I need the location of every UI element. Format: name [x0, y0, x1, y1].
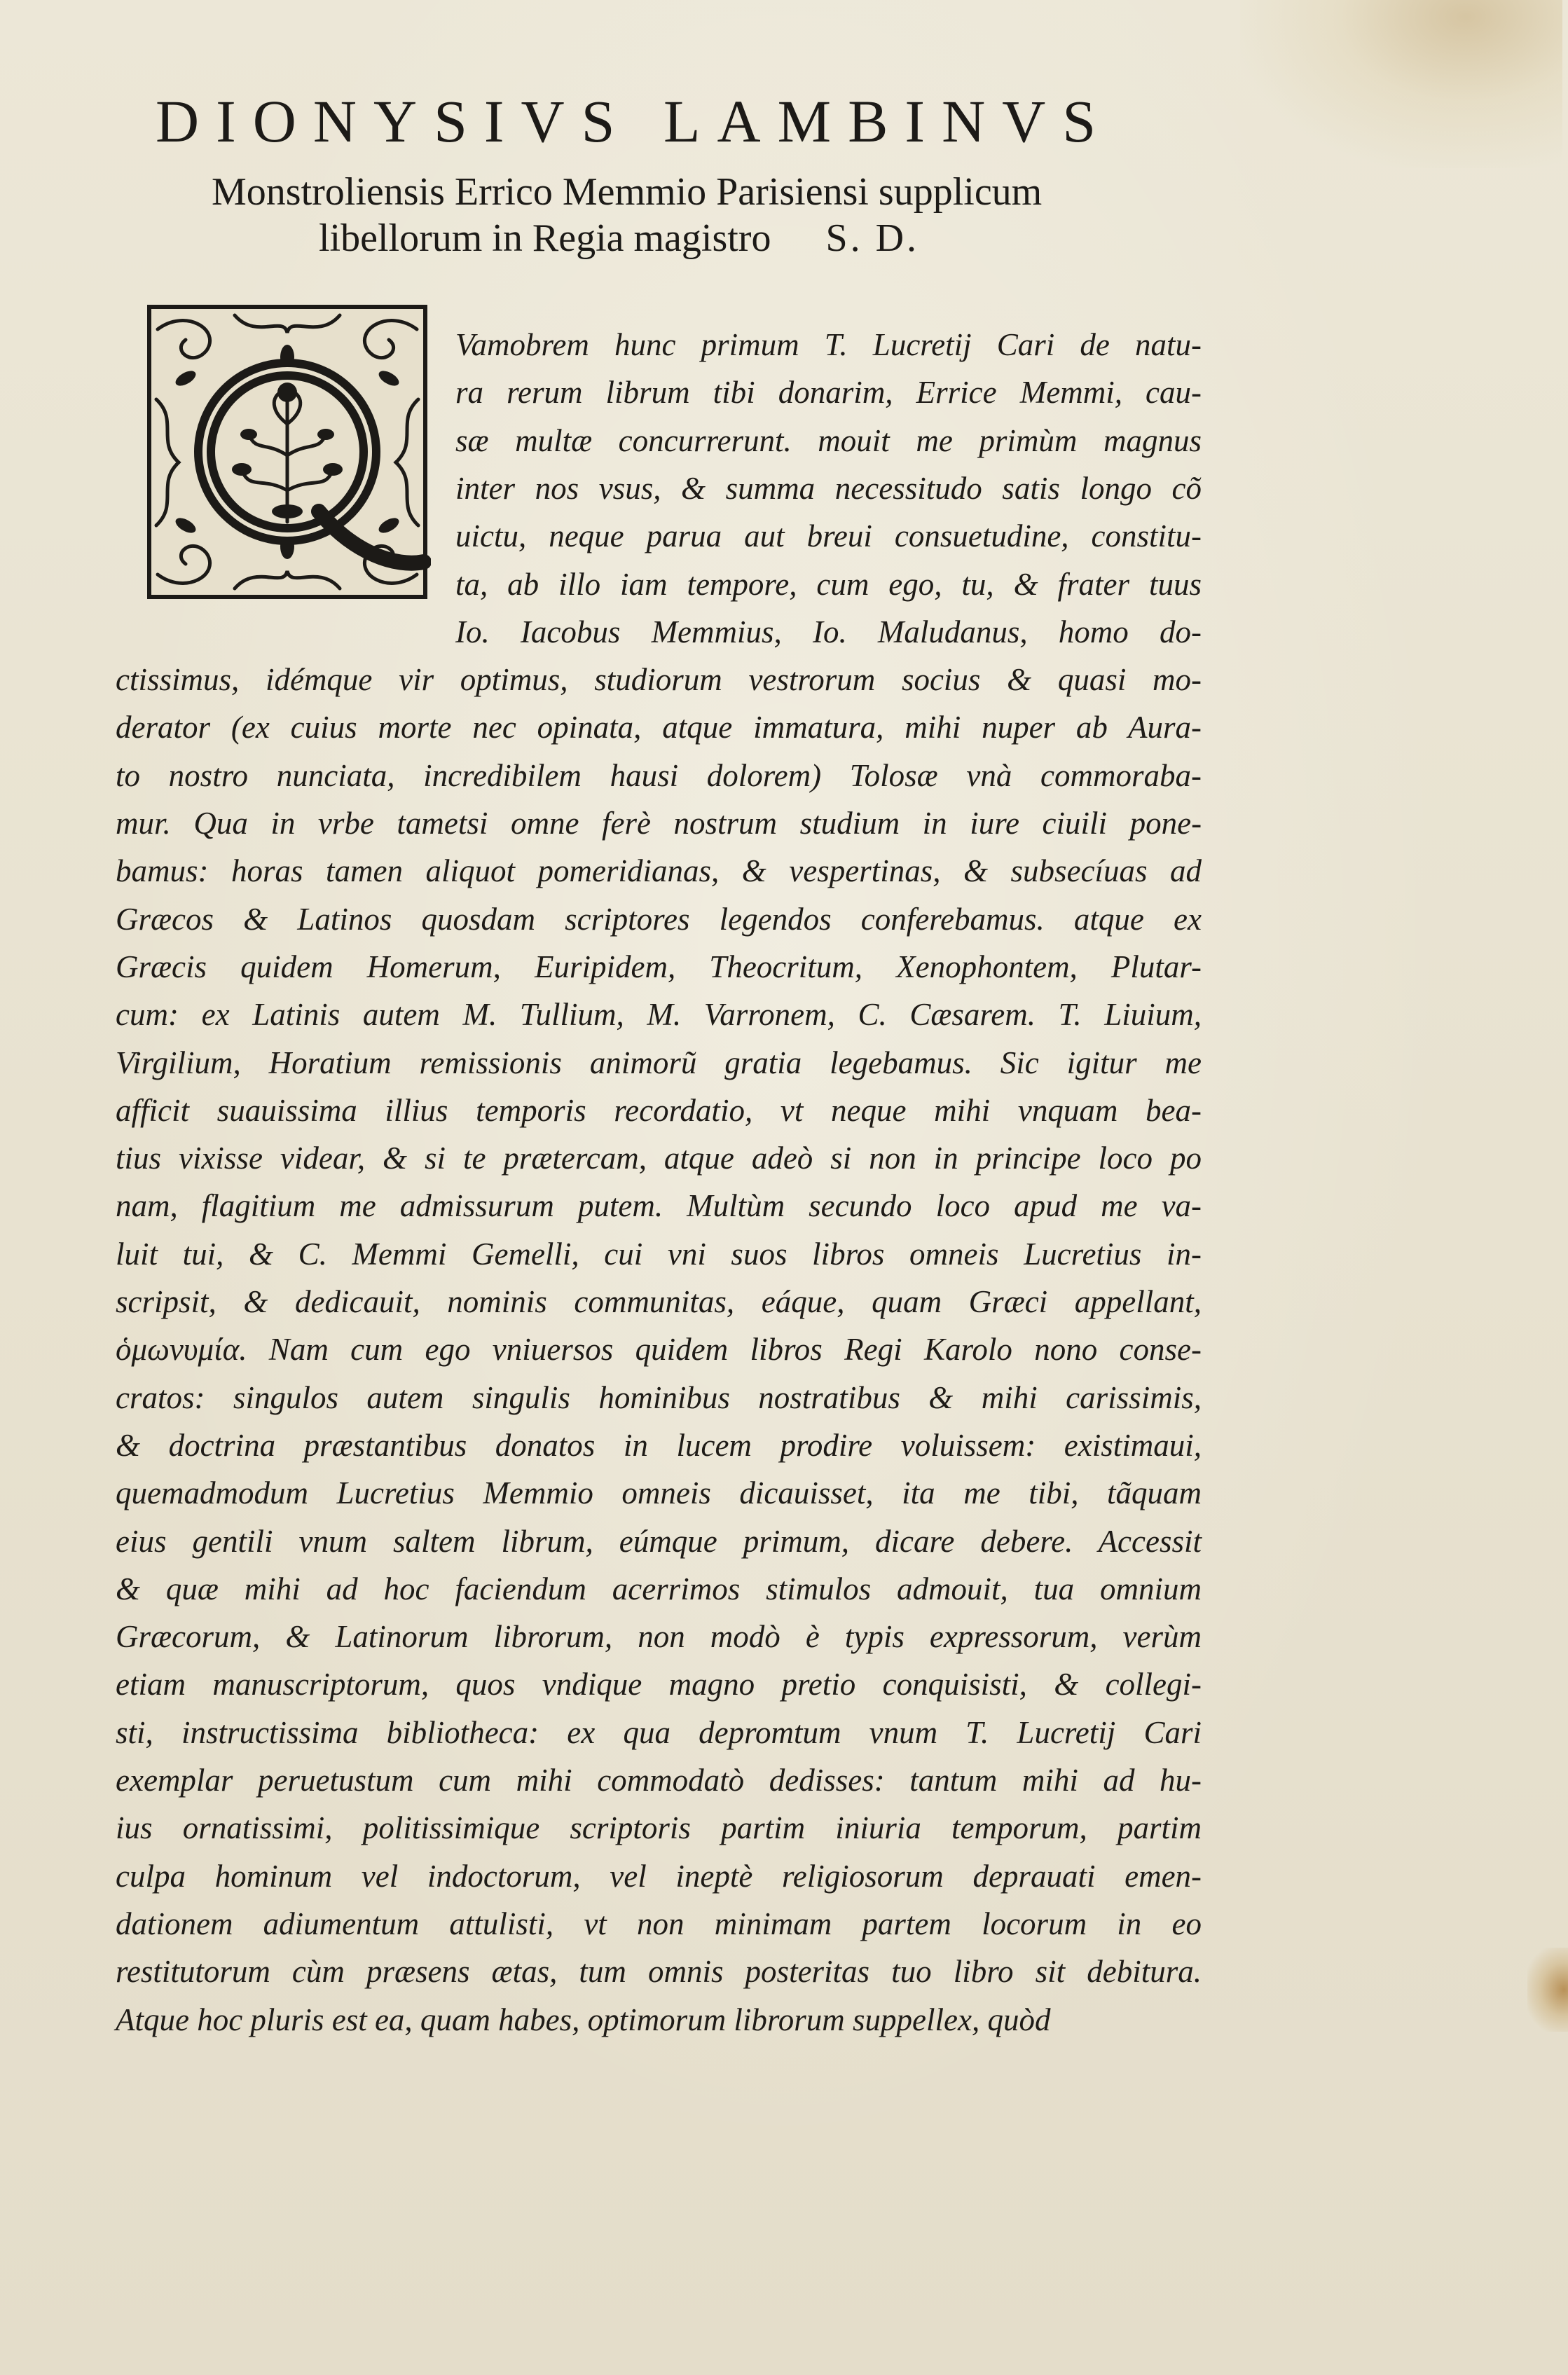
body-line: uictu, neque parua aut breui consuetudine, constitu- — [455, 518, 1202, 554]
body-line: cum: ex Latinis autem M. Tullium, M. Varronem, C. Cæsarem. T. Liuium, — [116, 997, 1202, 1033]
body-line: etiam manuscriptorum, quos vndique magno pretio conquisisti, & collegi- — [116, 1667, 1202, 1702]
body-line: ius ornatissimi, politissimique scriptoris partim iniuria temporum, partim — [116, 1810, 1202, 1846]
ornamental-initial-icon — [144, 301, 431, 603]
body-line: Græcorum, & Latinorum librorum, non modò è typis expressorum, verùm — [116, 1619, 1202, 1655]
body-line: afficit suauissima illius temporis recordatio, vt neque mihi vnquam bea- — [116, 1092, 1202, 1128]
paper-stain-edge — [1527, 1948, 1568, 2032]
body-line: exemplar peruetustum cum mihi commodatò dedisses: tantum mihi ad hu- — [116, 1763, 1202, 1798]
body-line: bamus: horas tamen aliquot pomeridianas, & vespertinas, & subsecíuas ad — [116, 853, 1202, 889]
body-line: sti, instructissima bibliotheca: ex qua depromtum vnum T. Lucretij Cari — [116, 1714, 1202, 1750]
body-line: ra rerum librum tibi donarim, Errice Memmi, cau- — [455, 375, 1202, 411]
body-line: ctissimus, idémque vir optimus, studiorum vestrorum socius & quasi mo- — [116, 662, 1202, 698]
body-line: to nostro nunciata, incredibilem hausi dolorem) Tolosæ vnà commoraba- — [116, 757, 1202, 793]
body-line: Atque hoc pluris est ea, quam habes, optimorum librorum suppellex, quòd — [116, 2002, 1051, 2037]
body-line: inter nos vsus, & summa necessitudo satis longo cõ — [455, 470, 1202, 506]
body-line: culpa hominum vel indoctorum, vel ineptè religiosorum deprauati emen- — [116, 1858, 1202, 1894]
body-line: & quæ mihi ad hoc faciendum acerrimos stimulos admouit, tua omnium — [116, 1571, 1202, 1606]
body-line: nam, flagitium me admissurum putem. Multùm secundo loco apud me va- — [116, 1188, 1202, 1224]
dedication-subtitle-line2 — [319, 216, 920, 260]
dedication-subtitle-line1: Monstroliensis Errico Memmio Parisiensi supplicum — [212, 170, 1043, 214]
body-line: luit tui, & C. Memmi Gemelli, cui vni suos libros omneis Lucretius in- — [116, 1236, 1202, 1272]
body-line: ὁμωνυμία. Nam cum ego vniuersos quidem libros Regi Karolo nono conse- — [116, 1332, 1202, 1368]
body-line: Vamobrem hunc primum T. Lucretij Cari de natu- — [455, 327, 1202, 362]
body-line: Græcis quidem Homerum, Euripidem, Theocritum, Xenophontem, Plutar- — [116, 949, 1202, 984]
body-line: mur. Qua in vrbe tametsi omne ferè nostrum studium in iure ciuili pone- — [116, 806, 1202, 841]
body-line: Io. Iacobus Memmius, Io. Maludanus, homo do- — [455, 614, 1202, 649]
subtitle-text: libellorum in Regia magistro — [319, 216, 771, 260]
body-line: dationem adiumentum attulisti, vt non minimam partem locorum in eo — [116, 1906, 1202, 1941]
body-line: Græcos & Latinos quosdam scriptores legendos conferebamus. atque ex — [116, 901, 1202, 937]
salutation: S. D. — [825, 216, 920, 260]
body-line: Virgilium, Horatium remissionis animorũ gratia legebamus. Sic igitur me — [116, 1045, 1202, 1080]
body-line: & doctrina præstantibus donatos in lucem prodire voluissem: existimaui, — [116, 1427, 1202, 1463]
body-line: eius gentili vnum saltem librum, eúmque primum, dicare debere. Accessit — [116, 1523, 1202, 1559]
body-line: scripsit, & dedicauit, nominis communitas, eáque, quam Græci appellant, — [116, 1284, 1202, 1319]
body-line: quemadmodum Lucretius Memmio omneis dicauisset, ita me tibi, tãquam — [116, 1475, 1202, 1511]
paper-stain-top — [1240, 0, 1562, 168]
body-line: tius vixisse videar, & si te prætercam, atque adeò si non in principe loco po — [116, 1141, 1202, 1176]
body-line: cratos: singulos autem singulis hominibus nostratibus & mihi carissimis, — [116, 1379, 1202, 1415]
body-line: derator (ex cuius morte nec opinata, atque immatura, mihi nuper ab Aura- — [116, 710, 1202, 745]
body-line: sæ multæ concurrerunt. mouit me primùm magnus — [455, 422, 1202, 458]
body-line: ta, ab illo iam tempore, cum ego, tu, & frater tuus — [455, 566, 1202, 602]
dedication-heading: DIONYSIVS LAMBINVS — [156, 88, 1113, 155]
body-line: restitutorum cùm præsens ætas, tum omnis posteritas tuo libro sit debitura. — [116, 1954, 1202, 1990]
